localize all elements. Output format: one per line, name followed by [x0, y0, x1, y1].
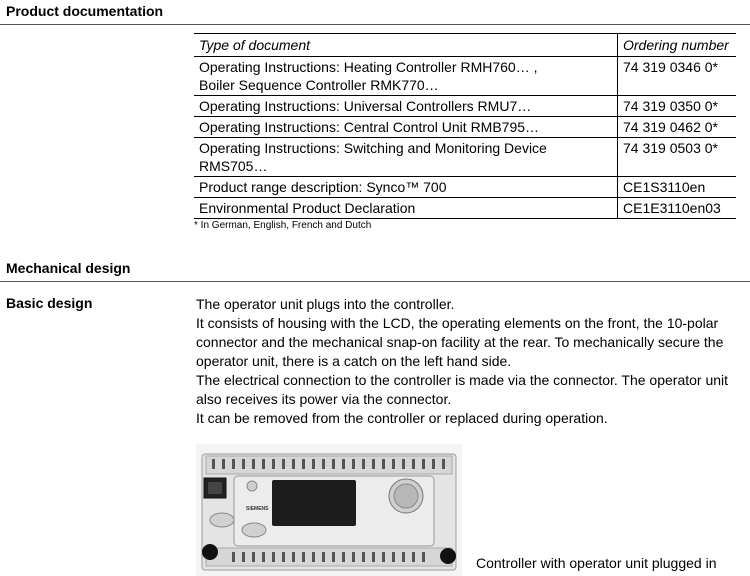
paragraph: The electrical connection to the controller is made via the connector. The operator unit also receives its power via the connector.	[196, 372, 729, 407]
section-divider	[0, 281, 750, 282]
ordering-number-cell: 74 319 0462 0*	[618, 117, 737, 138]
paragraph: The operator unit plugs into the controller.	[196, 296, 455, 312]
photo-caption: Controller with operator unit plugged in	[476, 555, 717, 571]
document-type-line: Operating Instructions: Heating Controller RMH760… ,	[199, 59, 538, 75]
section-divider	[0, 24, 750, 25]
document-type-cell: Product range description: Synco™ 700	[194, 177, 618, 198]
table-row	[194, 96, 736, 117]
document-type-cell: Operating Instructions: Central Control Unit RMB795…	[194, 117, 618, 138]
document-type-cell	[194, 57, 618, 96]
table-row	[194, 138, 736, 177]
section-title-product-documentation: Product documentation	[6, 3, 164, 19]
document-type-line: RMS705…	[199, 158, 268, 174]
subsection-title-basic-design: Basic design	[6, 295, 93, 311]
table-header-row	[194, 34, 736, 57]
document-type-cell: Environmental Product Declaration	[194, 198, 618, 219]
document-type-cell: Operating Instructions: Universal Controllers RMU7…	[194, 96, 618, 117]
ordering-number-cell: CE1S3110en	[618, 177, 737, 198]
ordering-number-cell: CE1E3110en03	[618, 198, 737, 219]
paragraph: It can be removed from the controller or replaced during operation.	[196, 410, 608, 426]
table-row	[194, 57, 736, 96]
column-header-type: Type of document	[194, 34, 618, 57]
table-row	[194, 177, 736, 198]
ordering-number-cell: 74 319 0350 0*	[618, 96, 737, 117]
document-type-line: Boiler Sequence Controller RMK770…	[199, 77, 439, 93]
document-type-line: Operating Instructions: Switching and Monitoring Device	[199, 140, 547, 156]
ordering-number-cell: 74 319 0346 0*	[618, 57, 737, 96]
documentation-table	[194, 33, 736, 219]
paragraph: It consists of housing with the LCD, the operating elements on the front, the 10-polar connector and the mechanical snap-on facility at the rear. To mechanically secure the operator unit, there is a catch on the left hand side.	[196, 315, 724, 369]
table-row	[194, 198, 736, 219]
ordering-number-cell: 74 319 0503 0*	[618, 138, 737, 177]
document-type-cell	[194, 138, 618, 177]
column-header-ordering-number: Ordering number	[618, 34, 737, 57]
table-footnote: * In German, English, French and Dutch	[194, 220, 372, 231]
section-title-mechanical-design: Mechanical design	[6, 260, 131, 276]
controller-photo	[196, 444, 462, 576]
basic-design-text	[196, 295, 742, 428]
brand-label: SIEMENS	[246, 506, 269, 512]
table-row	[194, 117, 736, 138]
